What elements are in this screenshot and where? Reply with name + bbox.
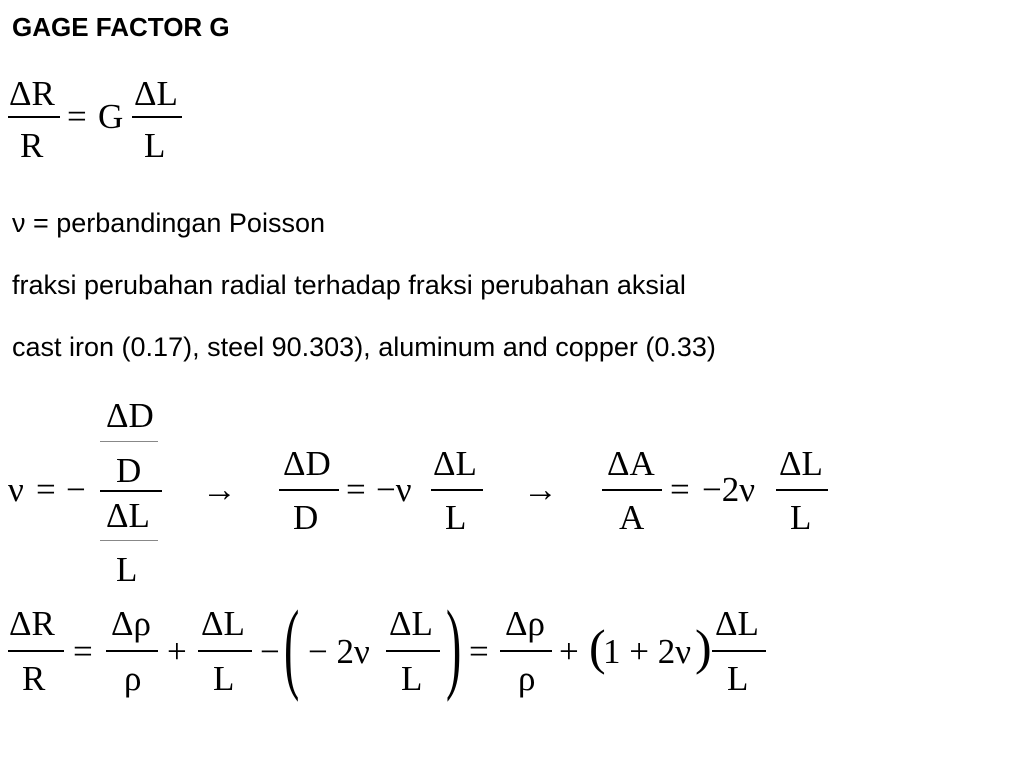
poisson-description: fraksi perubahan radial terhadap fraksi perubahan aksial bbox=[12, 270, 686, 300]
material-values: cast iron (0.17), steel 90.303), aluminum and copper (0.33) bbox=[12, 332, 716, 362]
eq3-minus-1: − bbox=[260, 632, 280, 671]
eq2-right-rhs-bar bbox=[776, 489, 828, 491]
eq2-inner-num-top: ΔD bbox=[106, 396, 154, 435]
eq2-inner-num-bar bbox=[100, 441, 158, 442]
eq2-right-coefficient: −2ν bbox=[702, 470, 756, 509]
eq2-inner-den-bar bbox=[100, 540, 158, 541]
eq3-plus-1: + bbox=[167, 632, 187, 671]
eq3-f6-numerator: ΔL bbox=[715, 604, 759, 643]
eq2-mid-rhs-bar bbox=[431, 489, 483, 491]
eq3-inner-coefficient: − 2ν bbox=[308, 632, 370, 671]
eq1-lhs-fraction-bar bbox=[8, 116, 60, 118]
eq3-f6-denominator: L bbox=[727, 659, 749, 698]
eq2-right-lhs-numerator: ΔA bbox=[607, 444, 655, 483]
eq2-inner-den-top: ΔL bbox=[106, 496, 150, 535]
eq2-minus-sign: − bbox=[66, 470, 86, 509]
eq3-f2-denominator: ρ bbox=[124, 659, 142, 698]
eq3-f3-denominator: L bbox=[213, 659, 235, 698]
eq1-rhs-denominator: L bbox=[144, 126, 166, 165]
eq1-equals-sign: = bbox=[67, 97, 87, 136]
eq3-f2-bar bbox=[106, 650, 158, 652]
eq3-factor: 1 + 2ν bbox=[603, 632, 692, 671]
eq2-mid-rhs-denominator: L bbox=[445, 498, 467, 537]
eq2-main-fraction-bar bbox=[100, 490, 162, 492]
eq3-equals-1: = bbox=[73, 632, 93, 671]
eq2-nu: ν bbox=[8, 470, 24, 509]
eq1-lhs-denominator: R bbox=[20, 126, 44, 165]
eq2-mid-lhs-bar bbox=[279, 489, 339, 491]
eq2-mid-rhs-numerator: ΔL bbox=[433, 444, 477, 483]
eq2-inner-num-bottom: D bbox=[116, 451, 142, 490]
eq2-mid-lhs-denominator: D bbox=[293, 498, 319, 537]
eq3-f2-numerator: Δρ bbox=[111, 604, 151, 643]
eq2-mid-lhs-numerator: ΔD bbox=[283, 444, 331, 483]
eq2-mid-equals-sign: = bbox=[346, 470, 366, 509]
eq3-f5-numerator: Δρ bbox=[505, 604, 545, 643]
eq3-f5-bar bbox=[500, 650, 552, 652]
eq3-small-paren-open: ( bbox=[589, 619, 606, 675]
eq3-big-paren-close: ) bbox=[446, 590, 462, 703]
eq3-f1-denominator: R bbox=[22, 659, 46, 698]
eq1-lhs-numerator: ΔR bbox=[9, 74, 55, 113]
eq1-rhs-numerator: ΔL bbox=[134, 74, 178, 113]
eq2-right-equals-sign: = bbox=[670, 470, 690, 509]
eq3-big-paren-open: ( bbox=[284, 590, 300, 703]
eq3-f4-denominator: L bbox=[401, 659, 423, 698]
eq3-equals-2: = bbox=[469, 632, 489, 671]
eq3-f4-numerator: ΔL bbox=[389, 604, 433, 643]
eq2-equals-sign: = bbox=[36, 470, 56, 509]
eq2-inner-den-bottom: L bbox=[116, 550, 138, 589]
eq3-small-paren-close: ) bbox=[695, 619, 712, 675]
eq2-right-lhs-bar bbox=[602, 489, 662, 491]
eq3-plus-2: + bbox=[559, 632, 579, 671]
eq1-rhs-fraction-bar bbox=[132, 116, 182, 118]
slide-title: GAGE FACTOR G bbox=[12, 12, 230, 42]
eq2-arrow-2: → bbox=[523, 470, 558, 509]
eq2-mid-coefficient: −ν bbox=[376, 470, 412, 509]
eq3-f6-bar bbox=[712, 650, 766, 652]
eq3-f1-bar bbox=[8, 650, 64, 652]
eq2-right-rhs-denominator: L bbox=[790, 498, 812, 537]
eq2-right-rhs-numerator: ΔL bbox=[779, 444, 823, 483]
eq3-f5-denominator: ρ bbox=[518, 659, 536, 698]
eq2-arrow-1: → bbox=[202, 470, 237, 509]
eq3-f4-bar bbox=[386, 650, 440, 652]
eq1-coefficient: G bbox=[98, 97, 124, 136]
eq3-f3-numerator: ΔL bbox=[201, 604, 245, 643]
eq2-right-lhs-denominator: A bbox=[619, 498, 645, 537]
eq3-f3-bar bbox=[198, 650, 252, 652]
poisson-definition: ν = perbandingan Poisson bbox=[12, 208, 325, 238]
eq3-f1-numerator: ΔR bbox=[9, 604, 55, 643]
